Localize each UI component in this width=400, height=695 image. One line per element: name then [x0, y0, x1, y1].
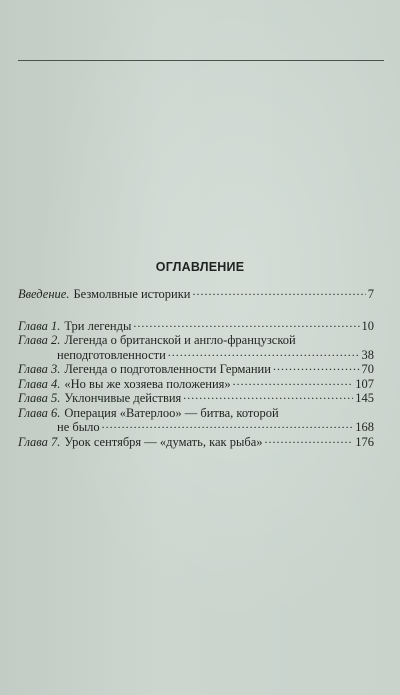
entry-page: 107	[355, 376, 374, 391]
leader-dots	[102, 421, 354, 431]
toc-entry-chapter-5[interactable]	[18, 391, 374, 406]
entry-label: Глава 7.	[18, 434, 61, 449]
entry-page: 10	[361, 318, 374, 333]
toc-entry-chapter-2[interactable]	[18, 333, 374, 362]
toc-entry-chapter-6[interactable]	[18, 406, 374, 435]
entry-label: Глава 6.	[18, 405, 61, 420]
leader-dots	[273, 363, 360, 373]
entry-page: 145	[355, 391, 374, 405]
entry-title-continued: не было	[57, 420, 100, 434]
entry-page: 38	[361, 347, 374, 362]
entry-title: Уклончивые действия	[64, 391, 182, 405]
entry-title-continued: неподготовленности	[57, 347, 166, 362]
entry-page: 168	[355, 420, 374, 434]
entry-label: Глава 5.	[18, 391, 61, 405]
leader-dots	[133, 320, 359, 330]
leader-dots	[192, 288, 365, 298]
entry-title: «Но вы же хозяева положения»	[64, 376, 231, 391]
entry-title: Урок сентября — «думать, как рыба»	[64, 434, 263, 449]
toc-heading: ОГЛАВЛЕНИЕ	[155, 260, 245, 274]
entry-page: 70	[361, 362, 374, 376]
leader-dots	[183, 392, 353, 402]
leader-dots	[265, 436, 354, 446]
entry-title: Легенда о британской и англо-французской	[64, 333, 296, 347]
entry-label: Глава 2.	[18, 333, 61, 347]
entry-label: Глава 4.	[18, 376, 61, 391]
entry-label: Глава 1.	[18, 318, 61, 333]
toc-entry-chapter-1[interactable]	[18, 319, 374, 334]
toc-entry-chapter-3[interactable]	[18, 362, 374, 377]
table-of-contents	[18, 287, 374, 449]
entry-page: 176	[355, 434, 374, 449]
entry-title: Легенда о подготовленности Германии	[64, 362, 271, 376]
toc-entry-intro[interactable]	[18, 287, 374, 302]
entry-label: Введение.	[18, 287, 70, 301]
entry-page: 7	[367, 287, 374, 301]
entry-label: Глава 3.	[18, 362, 61, 376]
leader-dots	[233, 378, 354, 388]
toc-entry-chapter-7[interactable]	[18, 435, 374, 450]
leader-dots	[168, 349, 360, 359]
entry-title: Три легенды	[64, 318, 132, 333]
entry-title: Операция «Ватерлоо» — битва, которой	[64, 405, 279, 420]
toc-entry-chapter-4[interactable]	[18, 377, 374, 392]
header-rule	[18, 60, 384, 61]
entry-title: Безмолвные историки	[73, 287, 191, 301]
